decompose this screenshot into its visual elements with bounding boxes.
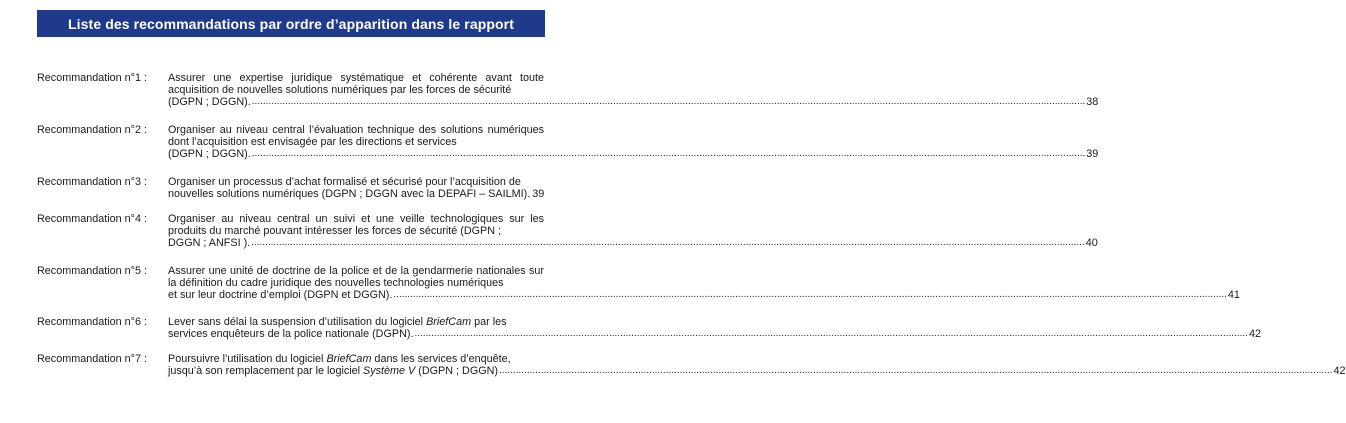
recommendation-text: Assurer une unité de doctrine de la police et de la gendarmerie nationales sur la définition du cadre juridique des nouvelles technologies numériques <box>168 265 544 289</box>
recommendation-text: Organiser au niveau central l’évaluation technique des solutions numériques dont l’acquisition est envisagée par les directions et services <box>168 124 544 148</box>
dot-leader: ............................................................................................................................................................................................................................................................................................................ <box>414 328 1248 339</box>
recommendation-last-line <box>168 328 1261 340</box>
page-number: 38 <box>1086 96 1099 108</box>
recommendation-text-end: (DGPN ; DGGN). <box>168 96 251 108</box>
recommendation-text-end <box>168 365 498 377</box>
recommendation-text: Assurer une expertise juridique systématique et cohérente avant toute acquisition de nouvelles solutions numériques par les forces de sécurité <box>168 72 544 96</box>
recommendation-text-end: nouvelles solutions numériques (DGPN ; DGGN avec la DEPAFI – SAILMI). <box>168 188 531 200</box>
recommendation-body <box>168 353 1346 377</box>
page-number: 39 <box>1086 148 1099 160</box>
recommendation-last-line <box>168 365 1346 377</box>
recommendation-last-line <box>168 188 544 200</box>
recommendation-text-part: jusqu’à son remplacement par le logiciel <box>168 365 364 377</box>
recommendation-last-line <box>168 148 1099 160</box>
page-number: 42 <box>1333 365 1346 377</box>
recommendation-body <box>168 124 1099 160</box>
recommendation-text-part: Lever sans délai la suspension d’utilisation du logiciel <box>168 316 427 328</box>
recommendation-body <box>168 176 544 200</box>
dot-leader: ............................................................................................................................................................................................................................................................................................................ <box>251 96 1086 107</box>
recommendation-label: Recommandation n°5 : <box>37 265 147 277</box>
recommendation-text <box>168 353 544 365</box>
page-number: 39 <box>532 188 545 200</box>
recommendation-text-part: par les <box>471 316 507 328</box>
recommendation-text-part: Poursuivre l’utilisation du logiciel <box>168 353 327 365</box>
recommendation-label: Recommandation n°7 : <box>37 353 147 365</box>
dot-leader: ............................................................................................................................................................................................................................................................................................................ <box>393 289 1227 300</box>
recommendation-label: Recommandation n°1 : <box>37 72 147 84</box>
recommendation-body <box>168 316 1261 340</box>
recommendation-text <box>168 316 544 328</box>
recommendation-text-end: (DGPN ; DGGN). <box>168 148 251 160</box>
recommendation-body <box>168 265 1240 301</box>
page-number: 42 <box>1248 328 1261 340</box>
software-name: BriefCam <box>426 316 472 328</box>
title-banner <box>37 10 545 37</box>
recommendation-text-end: DGGN ; ANFSI ). <box>168 237 251 249</box>
page-number: 40 <box>1085 237 1098 249</box>
banner-title: Liste des recommandations par ordre d’apparition dans le rapport <box>68 15 514 32</box>
recommendation-last-line <box>168 289 1240 301</box>
recommendation-text-end: et sur leur doctrine d’emploi (DGPN et DGGN). <box>168 289 393 301</box>
dot-leader: ............................................................................................................................................................................................................................................................................................................ <box>251 148 1086 159</box>
recommendation-label: Recommandation n°3 : <box>37 176 147 188</box>
page-number: 41 <box>1227 289 1240 301</box>
recommendation-last-line <box>168 237 1098 249</box>
recommendation-label: Recommandation n°2 : <box>37 124 147 136</box>
recommendation-text-part: dans les services d’enquête, <box>371 353 511 365</box>
software-name: BriefCam <box>326 353 372 365</box>
recommendation-body <box>168 72 1099 108</box>
recommendation-text-end: services enquêteurs de la police nationale (DGPN). <box>168 328 414 340</box>
recommendation-body <box>168 213 1098 249</box>
recommendation-text: Organiser au niveau central un suivi et une veille technologiques sur les produits du marché pouvant intéresser les forces de sécurité (DGPN ; <box>168 213 544 237</box>
recommendation-text: Organiser un processus d’achat formalisé et sécurisé pour l’acquisition de <box>168 176 521 188</box>
dot-leader: ............................................................................................................................................................................................................................................................................................................ <box>499 365 1333 376</box>
recommendation-text-part: (DGPN ; DGGN) <box>415 365 499 377</box>
recommendation-label: Recommandation n°6 : <box>37 316 147 328</box>
dot-leader: ............................................................................................................................................................................................................................................................................................................ <box>251 237 1085 248</box>
recommendation-label: Recommandation n°4 : <box>37 213 147 225</box>
recommendation-last-line <box>168 96 1099 108</box>
software-name: Système V <box>363 365 416 377</box>
